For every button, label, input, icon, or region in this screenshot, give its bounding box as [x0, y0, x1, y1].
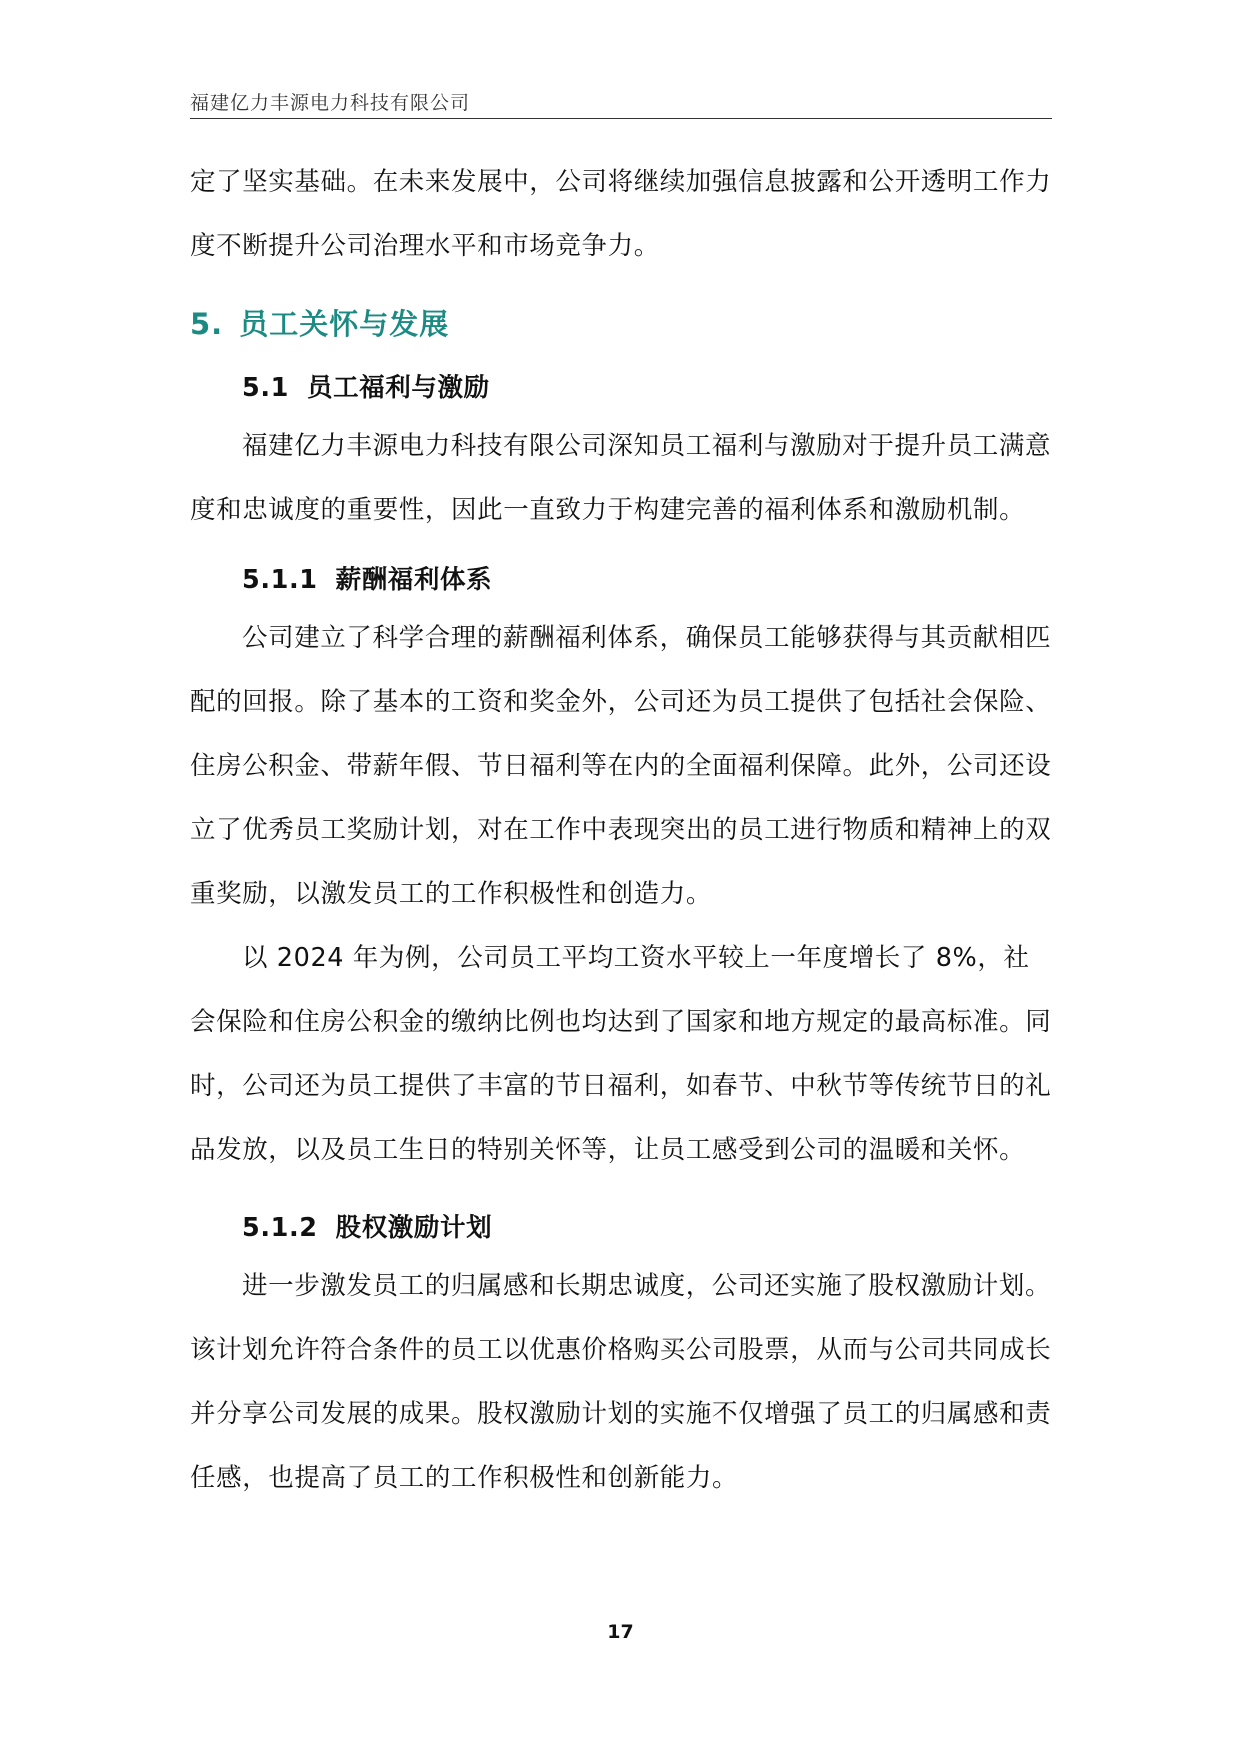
- section-5-1-1-heading: [242, 560, 492, 596]
- body-text: 定了坚实基础。在未来发展中，公司将继续加强信息披露和公开透明工作力度不断提升公司治理水平和市场竞争力。: [190, 167, 1052, 261]
- section-5-1-1-paragraph-1: [190, 606, 1052, 926]
- section-number: 5.1.1: [242, 565, 318, 595]
- section-5-1-paragraph: [190, 414, 1052, 542]
- section-title: 员工关怀与发展: [239, 307, 450, 341]
- body-text: 进一步激发员工的归属感和长期忠诚度，公司还实施了股权激励计划。该计划允许符合条件的员工以优惠价格购买公司股票，从而与公司共同成长并分享公司发展的成果。股权激励计划的实施不仅增强了员工的归属感和责任感，也提高了员工的工作积极性和创新能力。: [190, 1271, 1052, 1493]
- section-number: 5.1.2: [242, 1213, 318, 1243]
- section-title: 股权激励计划: [335, 1213, 493, 1243]
- section-title: 员工福利与激励: [306, 373, 490, 403]
- intro-paragraph: [190, 150, 1052, 278]
- section-number: 5.: [190, 307, 224, 341]
- header-divider: [190, 118, 1052, 119]
- body-text: 福建亿力丰源电力科技有限公司深知员工福利与激励对于提升员工满意度和忠诚度的重要性，因此一直致力于构建完善的福利体系和激励机制。: [190, 431, 1052, 525]
- section-5-1-2-heading: [242, 1208, 492, 1244]
- body-text: 公司建立了科学合理的薪酬福利体系，确保员工能够获得与其贡献相匹配的回报。除了基本的工资和奖金外，公司还为员工提供了包括社会保险、住房公积金、带薪年假、节日福利等在内的全面福利保障。此外，公司还设立了优秀员工奖励计划，对在工作中表现突出的员工进行物质和精神上的双重奖励，以激发员工的工作积极性和创造力。: [190, 623, 1052, 909]
- running-header: 福建亿力丰源电力科技有限公司: [190, 92, 471, 114]
- section-title: 薪酬福利体系: [335, 565, 493, 595]
- section-number: 5.1: [242, 373, 289, 403]
- section-5-heading: [190, 302, 449, 343]
- section-5-1-heading: [242, 368, 490, 404]
- section-5-1-1-paragraph-2: [190, 926, 1052, 1182]
- section-5-1-2-paragraph: [190, 1254, 1052, 1510]
- page-number: 17: [607, 1621, 634, 1643]
- body-text: 以 2024 年为例，公司员工平均工资水平较上一年度增长了 8%，社会保险和住房公积金的缴纳比例也均达到了国家和地方规定的最高标准。同时，公司还为员工提供了丰富的节日福利，如春节、中秋节等传统节日的礼品发放，以及员工生日的特别关怀等，让员工感受到公司的温暖和关怀。: [190, 943, 1052, 1165]
